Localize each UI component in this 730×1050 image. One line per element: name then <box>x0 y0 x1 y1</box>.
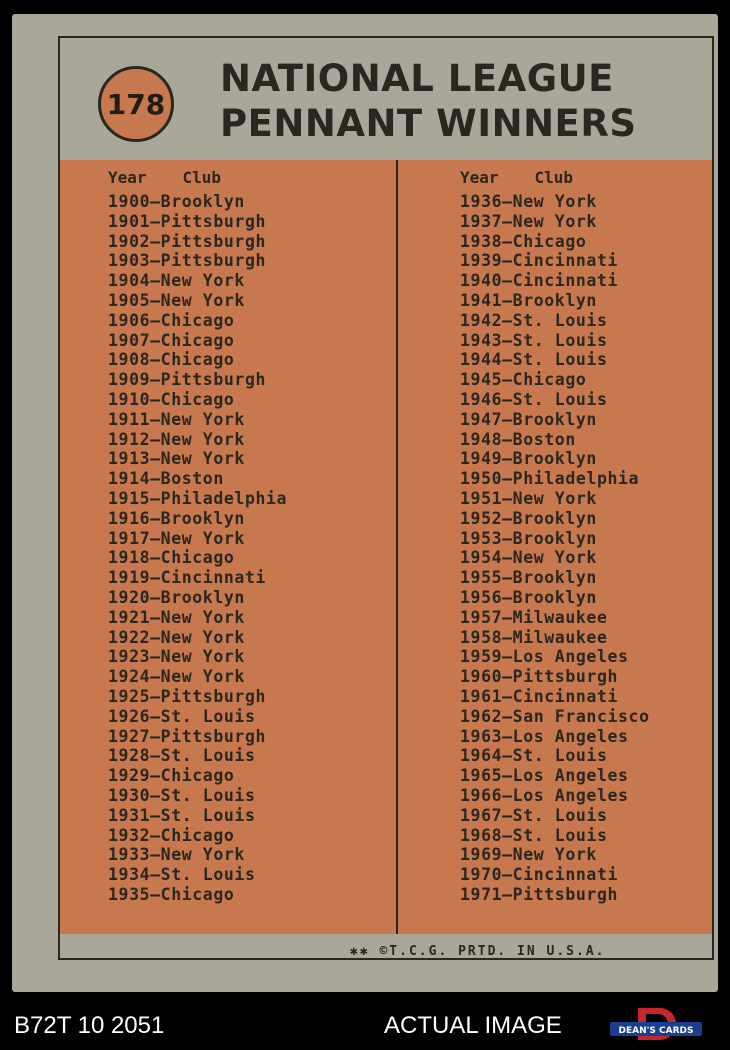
winner-entry: 1920—Brooklyn <box>108 587 245 607</box>
winner-entry: 1948—Boston <box>460 429 576 449</box>
card-number-badge: 178 <box>98 66 174 142</box>
winner-entry: 1935—Chicago <box>108 884 235 904</box>
winner-entry: 1933—New York <box>108 845 245 865</box>
title-line-1: NATIONAL LEAGUE <box>220 57 614 100</box>
winner-entry: 1953—Brooklyn <box>460 528 597 548</box>
winner-entry: 1923—New York <box>108 647 245 667</box>
deans-cards-logo-icon <box>608 1006 704 1044</box>
winners-panel <box>60 160 712 934</box>
winner-entry: 1952—Brooklyn <box>460 508 597 528</box>
card-header <box>60 38 712 158</box>
winner-entry: 1918—Chicago <box>108 548 235 568</box>
winner-entry: 1946—St. Louis <box>460 389 608 409</box>
club-header: Club <box>534 168 574 187</box>
winner-entry: 1941—Brooklyn <box>460 290 597 310</box>
winner-entry: 1916—Brooklyn <box>108 508 245 528</box>
winner-entry: 1944—St. Louis <box>460 350 608 370</box>
winner-entry: 1969—New York <box>460 845 597 865</box>
winner-entry: 1932—Chicago <box>108 825 235 845</box>
left-column-header <box>108 168 287 192</box>
winner-entry: 1964—St. Louis <box>460 746 608 766</box>
left-winner-list <box>108 192 287 905</box>
winner-entry: 1937—New York <box>460 211 597 231</box>
winner-entry: 1930—St. Louis <box>108 785 256 805</box>
winner-entry: 1910—Chicago <box>108 389 235 409</box>
winner-entry: 1902—Pittsburgh <box>108 231 267 251</box>
winner-entry: 1922—New York <box>108 627 245 647</box>
winner-entry: 1945—Chicago <box>460 370 587 390</box>
winner-entry: 1907—Chicago <box>108 330 235 350</box>
winner-entry: 1961—Cincinnati <box>460 686 619 706</box>
winner-entry: 1970—Cincinnati <box>460 865 619 885</box>
winner-entry: 1921—New York <box>108 607 245 627</box>
winner-entry: 1903—Pittsburgh <box>108 251 267 271</box>
winner-entry: 1950—Philadelphia <box>460 469 640 489</box>
winner-entry: 1943—St. Louis <box>460 330 608 350</box>
sku-label: B72T 10 2051 <box>14 1012 165 1039</box>
winner-entry: 1913—New York <box>108 449 245 469</box>
year-header: Year <box>108 168 147 187</box>
winner-entry: 1901—Pittsburgh <box>108 211 267 231</box>
winner-entry: 1905—New York <box>108 290 245 310</box>
winner-entry: 1904—New York <box>108 271 245 291</box>
winner-entry: 1955—Brooklyn <box>460 568 597 588</box>
winner-entry: 1951—New York <box>460 488 597 508</box>
winner-entry: 1947—Brooklyn <box>460 409 597 429</box>
winner-entry: 1915—Philadelphia <box>108 488 288 508</box>
winner-entry: 1966—Los Angeles <box>460 785 629 805</box>
winner-entry: 1906—Chicago <box>108 310 235 330</box>
winner-entry: 1958—Milwaukee <box>460 627 608 647</box>
winner-entry: 1929—Chicago <box>108 766 235 786</box>
winner-entry: 1942—St. Louis <box>460 310 608 330</box>
winner-entry: 1959—Los Angeles <box>460 647 629 667</box>
winner-entry: 1939—Cincinnati <box>460 251 619 271</box>
winner-entry: 1957—Milwaukee <box>460 607 608 627</box>
column-divider <box>396 160 398 934</box>
copyright-line: ✱✱ ©T.C.G. PRTD. IN U.S.A. <box>350 944 606 959</box>
winner-entry: 1956—Brooklyn <box>460 587 597 607</box>
winner-entry: 1917—New York <box>108 528 245 548</box>
year-header: Year <box>460 168 499 187</box>
winner-entry: 1911—New York <box>108 409 245 429</box>
winner-entry: 1927—Pittsburgh <box>108 726 267 746</box>
winner-entry: 1963—Los Angeles <box>460 726 629 746</box>
winner-entry: 1908—Chicago <box>108 350 235 370</box>
winner-entry: 1900—Brooklyn <box>108 192 245 211</box>
winner-entry: 1926—St. Louis <box>108 706 256 726</box>
winner-entry: 1949—Brooklyn <box>460 449 597 469</box>
actual-image-label: ACTUAL IMAGE <box>384 1012 562 1039</box>
winner-entry: 1909—Pittsburgh <box>108 370 267 390</box>
winner-entry: 1971—Pittsburgh <box>460 884 619 904</box>
card-title <box>220 56 690 146</box>
winner-entry: 1960—Pittsburgh <box>460 667 619 687</box>
winner-entry: 1965—Los Angeles <box>460 766 629 786</box>
right-column-header <box>460 168 650 192</box>
title-line-2: PENNANT WINNERS <box>220 102 637 145</box>
winner-entry: 1954—New York <box>460 548 597 568</box>
winner-entry: 1940—Cincinnati <box>460 271 619 291</box>
winner-entry: 1931—St. Louis <box>108 805 256 825</box>
winner-entry: 1938—Chicago <box>460 231 587 251</box>
winner-entry: 1968—St. Louis <box>460 825 608 845</box>
winner-entry: 1924—New York <box>108 667 245 687</box>
logo-text: DEAN'S CARDS <box>618 1026 694 1036</box>
club-header: Club <box>182 168 222 187</box>
winner-entry: 1967—St. Louis <box>460 805 608 825</box>
winner-entry: 1925—Pittsburgh <box>108 686 267 706</box>
right-winner-list <box>460 192 650 905</box>
winner-entry: 1914—Boston <box>108 469 224 489</box>
winner-entry: 1928—St. Louis <box>108 746 256 766</box>
winner-entry: 1936—New York <box>460 192 597 211</box>
left-column <box>108 168 287 905</box>
winner-entry: 1919—Cincinnati <box>108 568 267 588</box>
winner-entry: 1934—St. Louis <box>108 865 256 885</box>
right-column <box>460 168 650 905</box>
card-frame <box>58 36 714 960</box>
winner-entry: 1912—New York <box>108 429 245 449</box>
baseball-card-back <box>12 14 718 992</box>
winner-entry: 1962—San Francisco <box>460 706 650 726</box>
